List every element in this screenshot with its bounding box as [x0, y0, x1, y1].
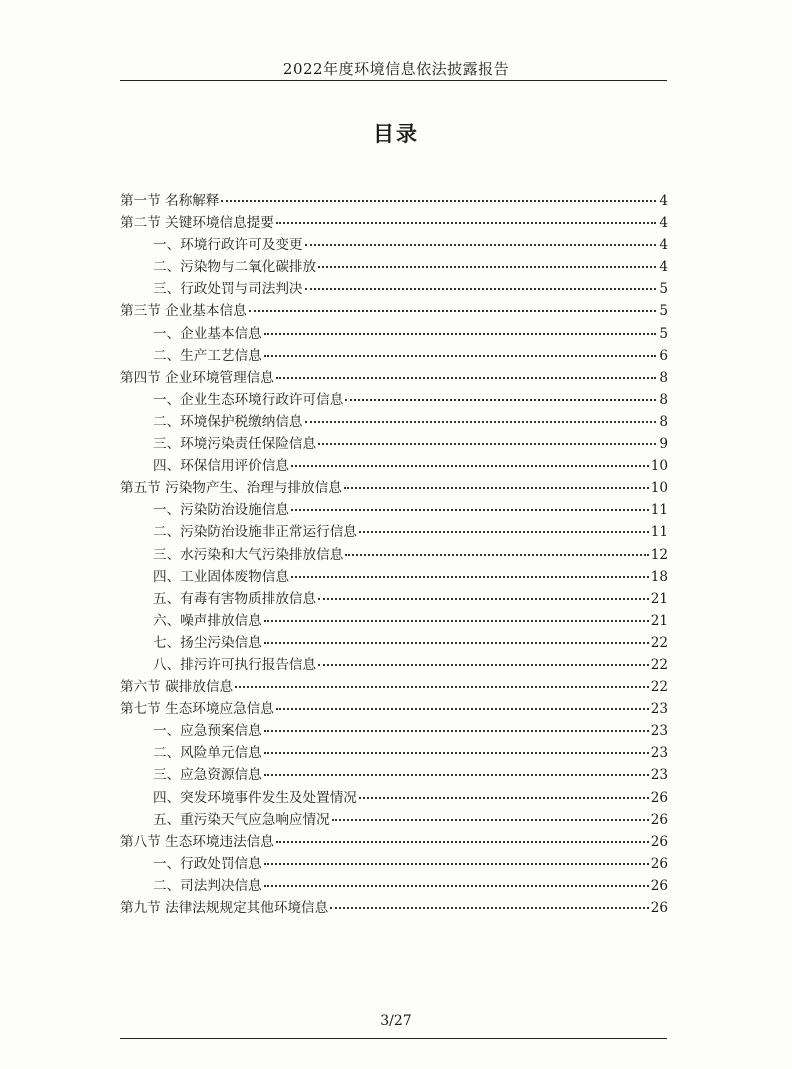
toc-entry-page: 8: [659, 391, 668, 408]
toc-entry[interactable]: [120, 676, 668, 698]
toc-leader-dots: [359, 530, 649, 533]
toc-entry[interactable]: [120, 477, 668, 499]
toc-entry-page: 23: [650, 723, 668, 740]
toc-leader-dots: [264, 729, 649, 732]
toc-entry-page: 26: [650, 833, 668, 850]
toc-entry-label: 第三节 企业基本信息: [120, 303, 247, 320]
toc-entry-label: 五、重污染天气应急响应情况: [153, 811, 330, 828]
toc-entry-page: 4: [659, 215, 668, 232]
toc-leader-dots: [276, 221, 656, 224]
toc-entry-page: 26: [650, 900, 668, 916]
toc-leader-dots: [344, 486, 649, 489]
toc-leader-dots: [264, 619, 649, 622]
toc-leader-dots: [221, 199, 656, 202]
toc-entry-label: 四、突发环境事件发生及处置情况: [153, 789, 357, 806]
toc-leader-dots: [264, 641, 649, 644]
toc-entry-page: 26: [650, 855, 668, 872]
toc-entry[interactable]: [120, 455, 668, 477]
toc-entry-page: 26: [650, 811, 668, 828]
toc-entry-label: 四、工业固体废物信息: [153, 568, 289, 585]
toc-entry[interactable]: [120, 300, 668, 322]
toc-entry-page: 4: [659, 193, 668, 209]
toc-entry-page: 26: [650, 789, 668, 806]
toc-entry[interactable]: [120, 278, 668, 300]
toc-leader-dots: [318, 265, 656, 268]
toc-leader-dots: [264, 862, 649, 865]
toc-leader-dots: [305, 243, 656, 246]
toc-entry-label: 二、环境保护税缴纳信息: [153, 413, 303, 430]
toc-entry[interactable]: [120, 853, 668, 875]
toc-entry-label: 三、应急资源信息: [153, 767, 262, 784]
toc-entry[interactable]: [120, 742, 668, 764]
toc-entry[interactable]: [120, 720, 668, 742]
toc-entry-label: 一、行政处罚信息: [153, 855, 262, 872]
toc-leader-dots: [359, 796, 649, 799]
toc-entry-label: 第一节 名称解释: [120, 193, 220, 209]
toc-entry-page: 8: [659, 413, 668, 430]
footer-rule: [120, 1038, 667, 1039]
toc-entry-label: 三、环境污染责任保险信息: [153, 436, 317, 453]
toc-entry-label: 一、企业基本信息: [153, 325, 262, 342]
toc-entry[interactable]: [120, 654, 668, 676]
toc-entry-label: 一、应急预案信息: [153, 723, 262, 740]
toc-entry-page: 5: [659, 325, 668, 342]
toc-entry-label: 二、风险单元信息: [153, 745, 262, 762]
toc-leader-dots: [291, 464, 649, 467]
toc-leader-dots: [318, 663, 649, 666]
toc-entry-page: 11: [650, 502, 668, 519]
toc-leader-dots: [305, 420, 656, 423]
toc-entry-page: 8: [659, 369, 668, 386]
toc-entry[interactable]: [120, 234, 668, 256]
toc-entry-label: 六、噪声排放信息: [153, 612, 262, 629]
toc-entry-label: 一、环境行政许可及变更: [153, 237, 303, 254]
toc-entry[interactable]: [120, 367, 668, 389]
toc-leader-dots: [291, 575, 649, 578]
toc-entry[interactable]: [120, 566, 668, 588]
toc-leader-dots: [318, 597, 649, 600]
toc-entry-page: 12: [650, 546, 668, 563]
toc-entry[interactable]: [120, 521, 668, 543]
toc-entry-label: 第五节 污染物产生、治理与排放信息: [120, 480, 342, 497]
toc-entry-page: 9: [659, 436, 668, 453]
toc-entry[interactable]: [120, 897, 668, 919]
toc-entry-page: 11: [650, 524, 668, 541]
toc-entry[interactable]: [120, 411, 668, 433]
toc-entry[interactable]: [120, 875, 668, 897]
toc-entry-page: 10: [650, 480, 668, 497]
toc-entry[interactable]: [120, 698, 668, 720]
toc-entry-page: 22: [650, 656, 668, 673]
toc-entry-page: 10: [650, 458, 668, 475]
toc-entry[interactable]: [120, 499, 668, 521]
toc-leader-dots: [264, 354, 656, 357]
toc-entry-page: 5: [659, 303, 668, 320]
toc-entry-page: 22: [650, 679, 668, 696]
running-header: 2022年度环境信息依法披露报告: [282, 60, 510, 78]
toc-entry[interactable]: [120, 787, 668, 809]
toc-leader-dots: [305, 287, 656, 290]
toc-leader-dots: [291, 508, 649, 511]
toc-entry[interactable]: [120, 323, 668, 345]
toc-entry-label: 一、污染防治设施信息: [153, 502, 289, 519]
page-title: 目录: [373, 121, 419, 146]
toc-entry-page: 4: [659, 259, 668, 276]
toc-entry-page: 5: [659, 281, 668, 298]
toc-entry[interactable]: [120, 256, 668, 278]
toc-entry[interactable]: [120, 212, 668, 234]
toc-entry-label: 八、排污许可执行报告信息: [153, 656, 317, 673]
toc-leader-dots: [318, 442, 656, 445]
toc-entry-page: 6: [659, 347, 668, 364]
toc-leader-dots: [264, 884, 649, 887]
header-rule: [120, 80, 667, 81]
toc-entry-page: 23: [650, 767, 668, 784]
toc-entry[interactable]: [120, 345, 668, 367]
toc-entry-label: 三、水污染和大气污染排放信息: [153, 546, 344, 563]
toc-entry[interactable]: [120, 190, 668, 212]
toc-entry-page: 23: [650, 745, 668, 762]
toc-entry-page: 4: [659, 237, 668, 254]
toc-entry-page: 23: [650, 701, 668, 718]
toc-leader-dots: [264, 332, 656, 335]
table-of-contents: [120, 190, 668, 919]
toc-entry-label: 四、环保信用评价信息: [153, 458, 289, 475]
toc-entry-label: 三、行政处罚与司法判决: [153, 281, 303, 298]
toc-entry-label: 七、扬尘污染信息: [153, 634, 262, 651]
toc-leader-dots: [345, 553, 648, 556]
toc-leader-dots: [264, 751, 649, 754]
toc-leader-dots: [264, 773, 649, 776]
toc-entry[interactable]: [120, 610, 668, 632]
toc-leader-dots: [330, 906, 648, 909]
toc-leader-dots: [332, 818, 649, 821]
toc-entry[interactable]: [120, 544, 668, 566]
toc-entry-label: 二、司法判决信息: [153, 877, 262, 894]
toc-entry-page: 22: [650, 634, 668, 651]
toc-entry[interactable]: [120, 764, 668, 786]
toc-entry-page: 21: [650, 590, 668, 607]
toc-entry-label: 二、污染防治设施非正常运行信息: [153, 524, 357, 541]
toc-entry-label: 第六节 碳排放信息: [120, 679, 234, 696]
toc-entry-label: 二、污染物与二氧化碳排放: [153, 259, 317, 276]
toc-entry-page: 21: [650, 612, 668, 629]
toc-entry-label: 第七节 生态环境应急信息: [120, 701, 274, 718]
toc-entry-label: 二、生产工艺信息: [153, 347, 262, 364]
toc-entry[interactable]: [120, 632, 668, 654]
toc-entry-page: 26: [650, 877, 668, 894]
toc-entry-label: 第四节 企业环境管理信息: [120, 369, 274, 386]
toc-entry-label: 一、企业生态环境行政许可信息: [153, 391, 344, 408]
page-number: 3/27: [380, 1013, 412, 1029]
toc-entry-page: 18: [650, 568, 668, 585]
toc-leader-dots: [276, 707, 649, 710]
toc-leader-dots: [345, 398, 656, 401]
toc-entry-label: 第八节 生态环境违法信息: [120, 833, 274, 850]
toc-leader-dots: [276, 376, 656, 379]
toc-leader-dots: [249, 309, 656, 312]
toc-entry-label: 第二节 关键环境信息提要: [120, 215, 274, 232]
toc-leader-dots: [235, 685, 649, 688]
toc-entry[interactable]: [120, 389, 668, 411]
toc-entry[interactable]: [120, 809, 668, 831]
toc-entry[interactable]: [120, 433, 668, 455]
toc-entry[interactable]: [120, 831, 668, 853]
toc-entry[interactable]: [120, 588, 668, 610]
toc-leader-dots: [276, 840, 649, 843]
toc-entry-label: 第九节 法律法规规定其他环境信息: [120, 900, 329, 916]
toc-entry-label: 五、有毒有害物质排放信息: [153, 590, 317, 607]
